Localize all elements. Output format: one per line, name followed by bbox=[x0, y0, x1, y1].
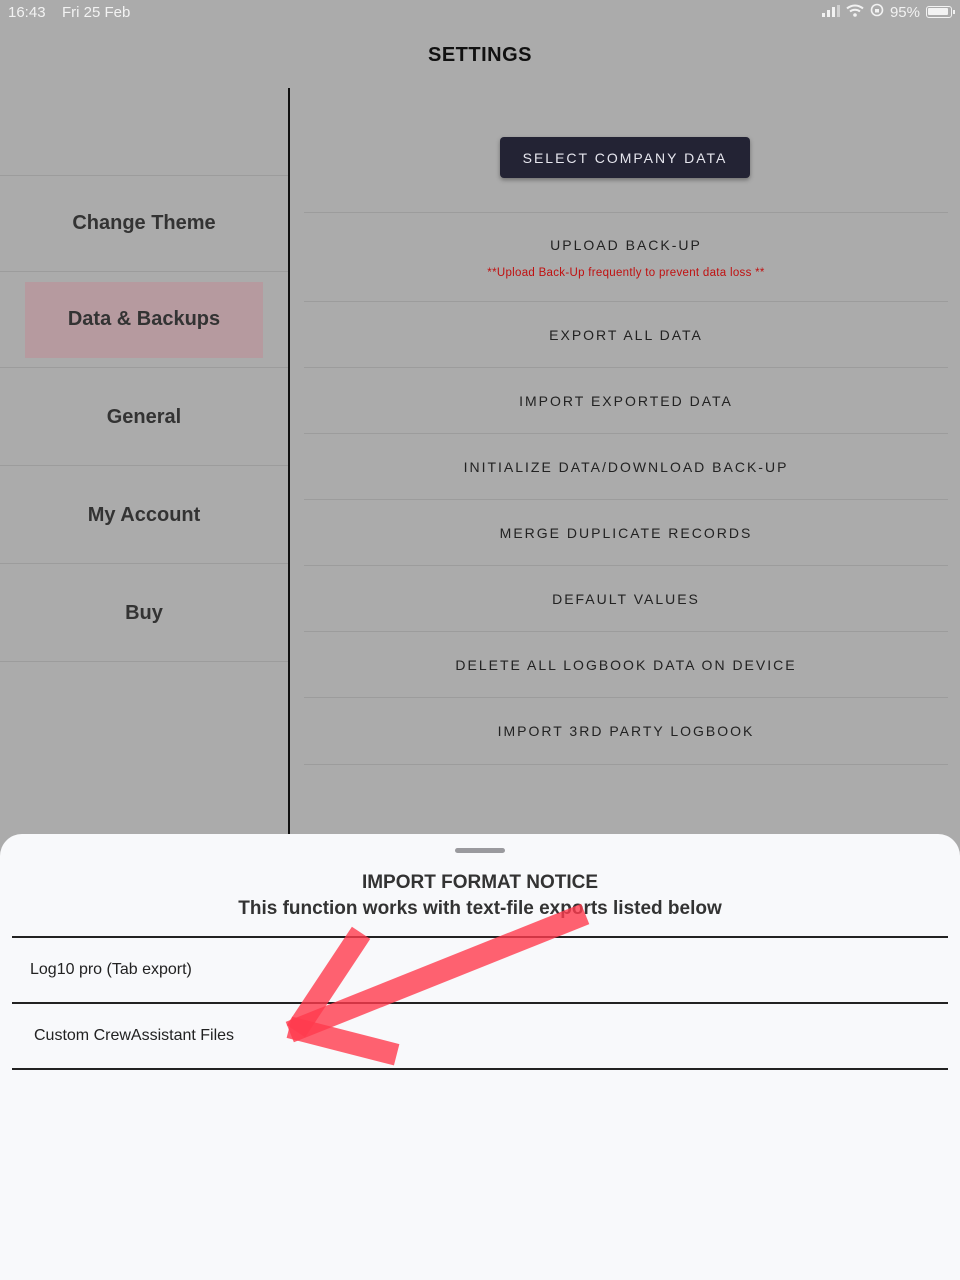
page-title: SETTINGS bbox=[427, 44, 532, 66]
sheet-drag-handle[interactable] bbox=[455, 848, 505, 853]
action-label: MERGE DUPLICATE RECORDS bbox=[499, 525, 753, 541]
battery-icon bbox=[926, 6, 952, 18]
sheet-subtitle: This function works with text-file exports listed below bbox=[238, 898, 722, 919]
sidebar-item-buy[interactable] bbox=[0, 566, 288, 662]
sidebar-item-label: General bbox=[106, 406, 182, 428]
format-item-label: Custom CrewAssistant Files bbox=[34, 1027, 235, 1044]
wifi-icon bbox=[846, 4, 864, 21]
sidebar-item-label: Buy bbox=[125, 602, 163, 624]
battery-percent: 95% bbox=[889, 3, 920, 21]
format-item-label: Log10 pro (Tab export) bbox=[30, 961, 192, 978]
sidebar-vertical-divider bbox=[288, 88, 290, 834]
action-label: IMPORT EXPORTED DATA bbox=[519, 393, 733, 409]
sidebar-item-label: Change Theme bbox=[72, 212, 216, 234]
status-icons bbox=[822, 3, 952, 21]
merge-duplicate-records-row[interactable] bbox=[304, 499, 948, 566]
signal-icon bbox=[822, 4, 840, 21]
status-bar bbox=[0, 0, 960, 26]
initialize-data-row[interactable] bbox=[304, 433, 948, 500]
sidebar-item-label: Data & Backups bbox=[67, 308, 221, 330]
sheet-divider bbox=[12, 1068, 948, 1070]
status-date: Fri 25 Feb bbox=[62, 4, 131, 21]
delete-all-logbook-data-row[interactable] bbox=[304, 631, 948, 698]
action-label: UPLOAD BACK-UP bbox=[550, 236, 702, 253]
format-item-log10-pro[interactable] bbox=[12, 938, 960, 1002]
action-label: INITIALIZE DATA/DOWNLOAD BACK-UP bbox=[463, 459, 789, 475]
sidebar-item-my-account[interactable] bbox=[0, 468, 288, 564]
format-item-custom-crewassistant[interactable] bbox=[12, 1004, 960, 1068]
orientation-lock-icon bbox=[870, 3, 884, 21]
sidebar-item-label: My Account bbox=[87, 504, 201, 526]
import-exported-data-row[interactable] bbox=[304, 367, 948, 434]
default-values-row[interactable] bbox=[304, 565, 948, 632]
action-label: IMPORT 3RD PARTY LOGBOOK bbox=[497, 723, 755, 739]
action-label: EXPORT ALL DATA bbox=[549, 327, 703, 343]
select-company-data-button[interactable]: SELECT COMPANY DATA bbox=[500, 137, 750, 178]
active-tab-highlight bbox=[25, 282, 263, 358]
list-divider bbox=[304, 764, 948, 765]
upload-backup-row[interactable] bbox=[304, 212, 948, 302]
action-label: DEFAULT VALUES bbox=[552, 591, 700, 607]
sidebar-item-data-backups[interactable] bbox=[0, 272, 288, 368]
sidebar-item-general[interactable] bbox=[0, 370, 288, 466]
export-all-data-row[interactable] bbox=[304, 301, 948, 368]
import-3rd-party-logbook-row[interactable] bbox=[304, 697, 948, 764]
status-time: 16:43 bbox=[8, 4, 46, 21]
backup-warning-text: **Upload Back-Up frequently to prevent data loss ** bbox=[487, 266, 765, 279]
sidebar-item-change-theme[interactable] bbox=[0, 176, 288, 272]
action-label: DELETE ALL LOGBOOK DATA ON DEVICE bbox=[455, 657, 797, 673]
sheet-title: IMPORT FORMAT NOTICE bbox=[361, 872, 599, 893]
import-format-sheet bbox=[0, 834, 960, 1280]
